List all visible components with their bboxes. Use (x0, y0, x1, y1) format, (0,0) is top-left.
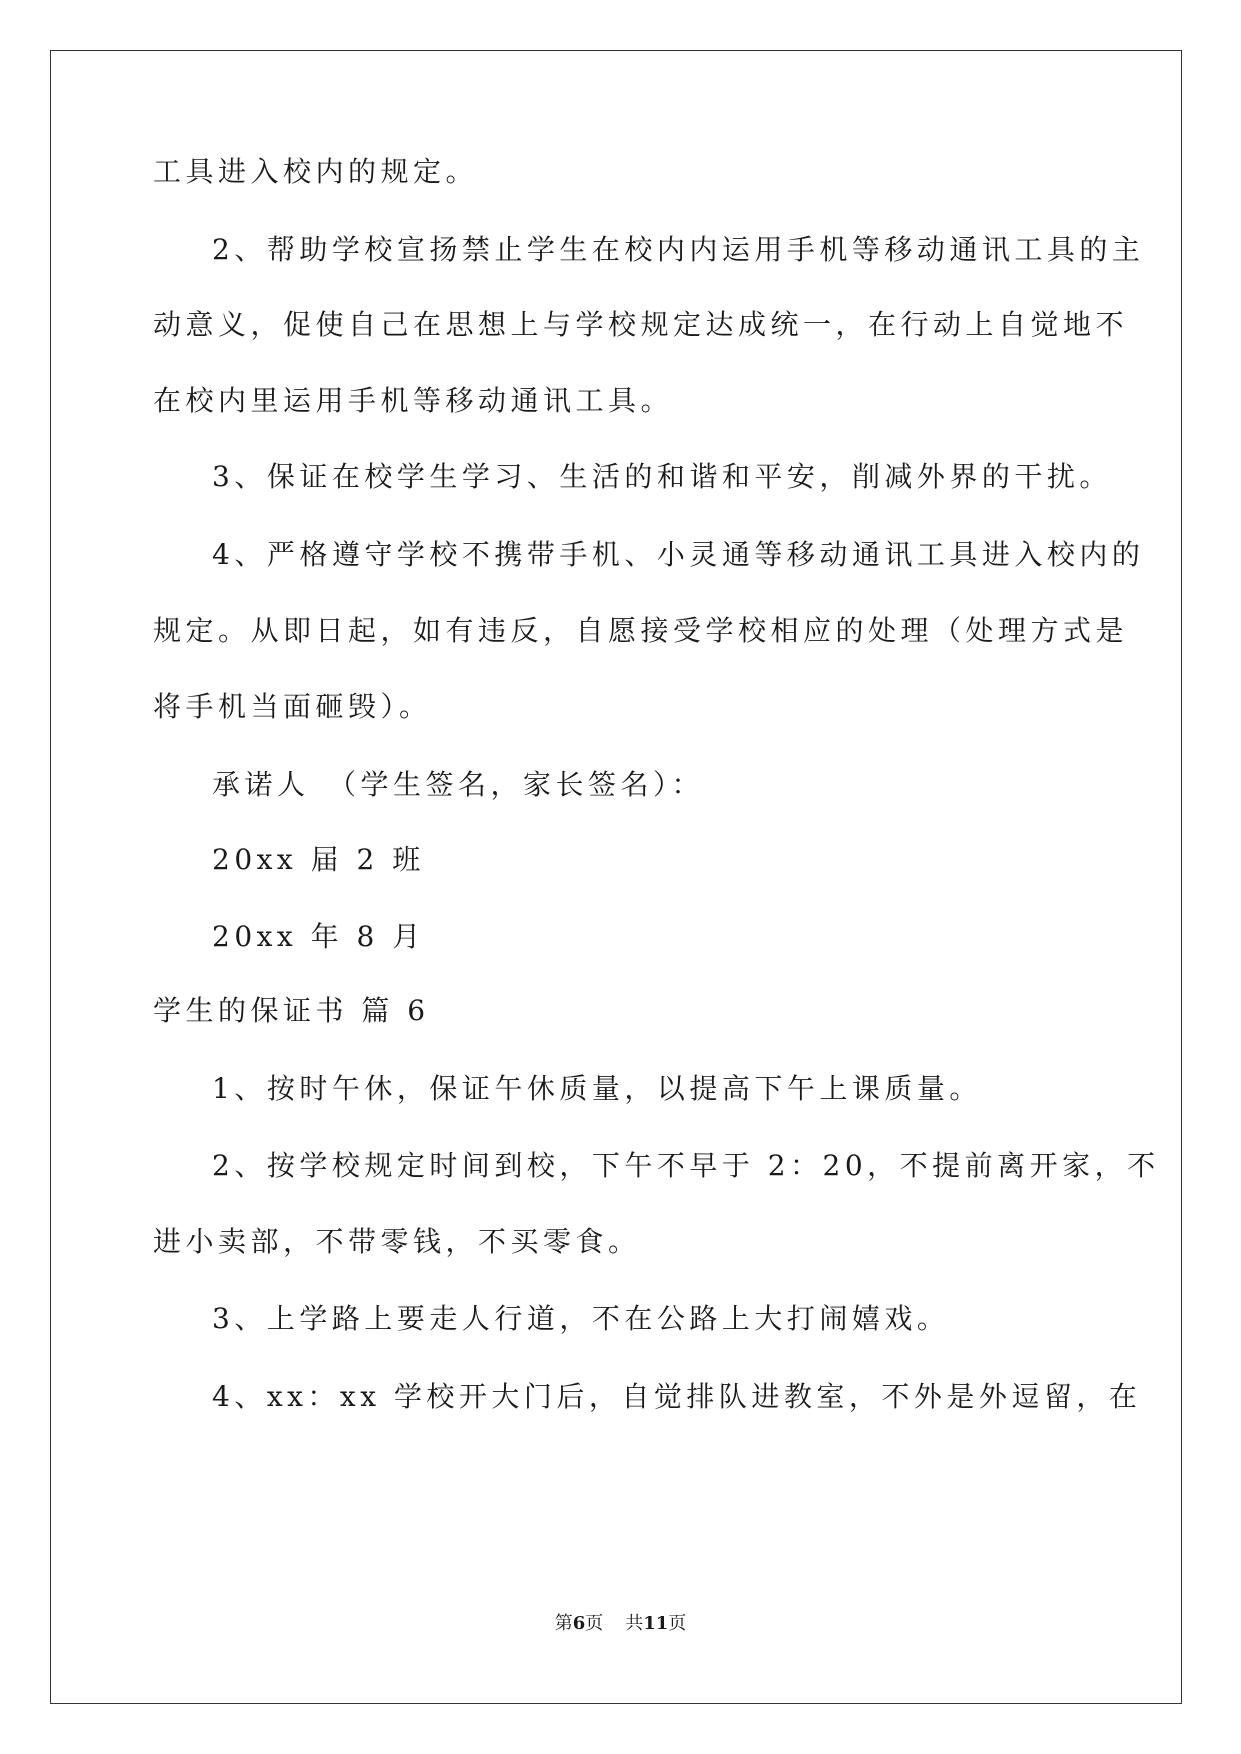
signature-line: 承诺人 （学生签名，家长签名）： (212, 768, 705, 801)
class-line: 20xx 届 2 班 (212, 843, 425, 876)
text-line: 工具进入校内的规定。 (153, 155, 479, 188)
text-line: 2、帮助学校宣扬禁止学生在校内内运用手机等移动通讯工具的主 (212, 233, 1145, 266)
text-line: 进小卖部，不带零钱，不买零食。 (153, 1225, 641, 1258)
text-line: 将手机当面砸毁）。 (153, 690, 432, 723)
text-line: 3、上学路上要走人行道，不在公路上大打闹嬉戏。 (212, 1302, 950, 1335)
text-line: 3、保证在校学生学习、生活的和谐和平安，削减外界的干扰。 (212, 460, 1112, 493)
text-line: 2、按学校规定时间到校，下午不早于 2：20，不提前离开家，不 (212, 1149, 1160, 1182)
page-footer (0, 1612, 1241, 1636)
total-unit: 页 (668, 1613, 687, 1634)
text-line: 4、严格遵守学校不携带手机、小灵通等移动通讯工具进入校内的 (212, 538, 1145, 571)
page-current: 6 (572, 1613, 586, 1634)
text-line: 动意义，促使自己在思想上与学校规定达成统一，在行动上自觉地不 (153, 308, 1129, 341)
total-prefix: 共 (625, 1613, 644, 1634)
page-prefix: 第 (554, 1613, 573, 1634)
text-line: 4、xx：xx 学校开大门后，自觉排队进教室，不外是外逗留，在 (212, 1380, 1142, 1413)
page-total: 11 (643, 1613, 669, 1634)
section-heading: 学生的保证书 篇 6 (153, 994, 430, 1027)
date-line: 20xx 年 8 月 (212, 920, 425, 953)
page-unit: 页 (585, 1613, 604, 1634)
text-line: 规定。从即日起，如有违反，自愿接受学校相应的处理（处理方式是 (153, 614, 1129, 647)
text-line: 1、按时午休，保证午休质量，以提高下午上课质量。 (212, 1072, 982, 1105)
text-line: 在校内里运用手机等移动通讯工具。 (153, 384, 674, 417)
